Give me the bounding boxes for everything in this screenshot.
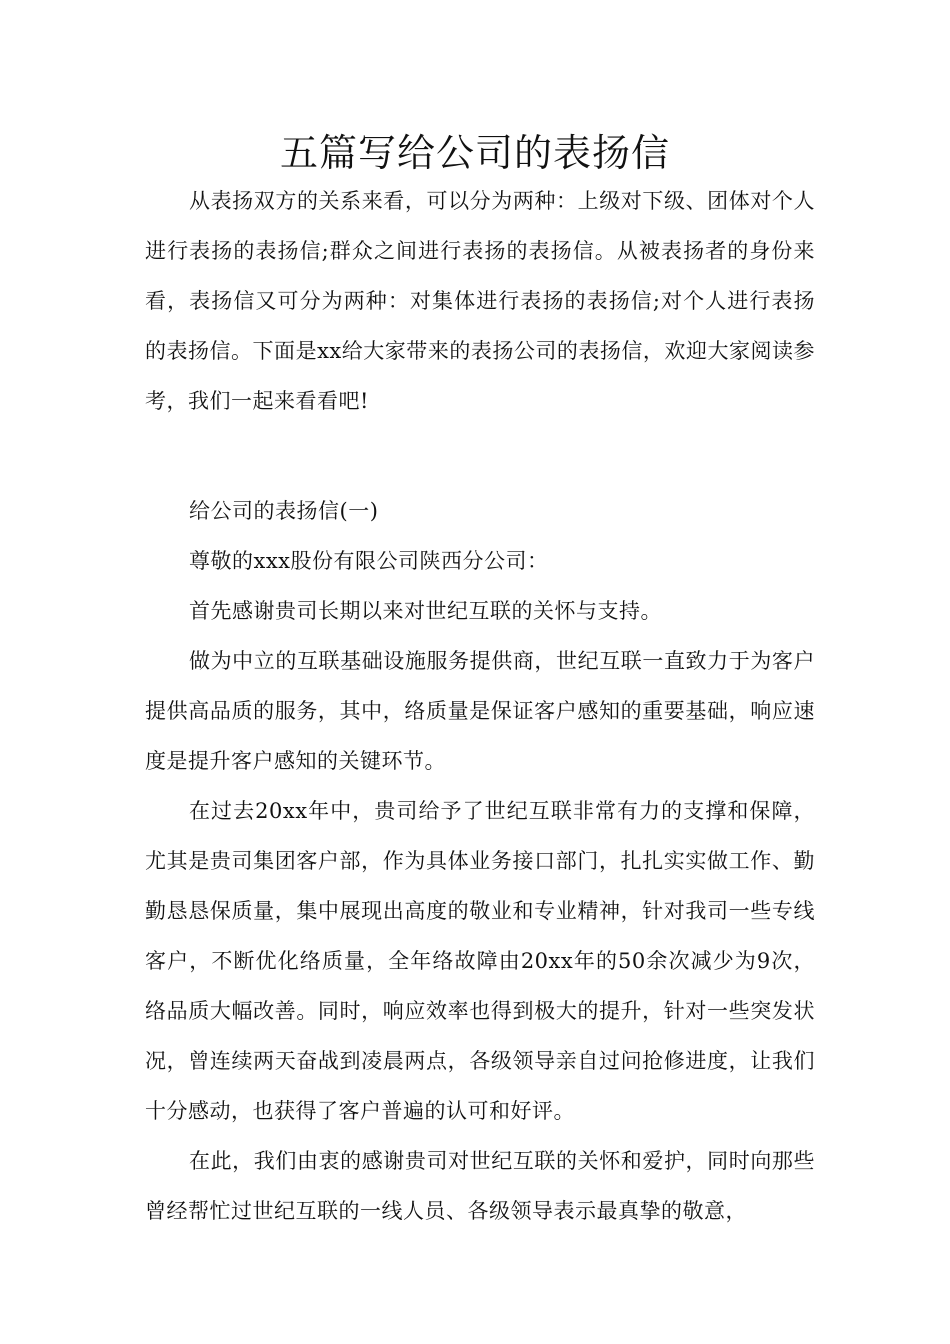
body-paragraph-3: 在过去20xx年中，贵司给予了世纪互联非常有力的支撑和保障，尤其是贵司集团客户部，作为具体业务接口部门，扎扎实实做工作、勤勤恳恳保质量，集中展现出高度的敬业和专业精神，针对我司一些专线客户，不断优化络质量，全年络故障由20xx年的50余次减少为9次，络品质大幅改善。同时，响应效率也得到极大的提升，针对一些突发状况，曾连续两天奋战到凌晨两点，各级领导亲自过问抢修进度，让我们十分感动，也获得了客户普遍的认可和好评。 (145, 799, 815, 1123)
body-paragraph-2: 做为中立的互联基础设施服务提供商，世纪互联一直致力于为客户提供高品质的服务，其中，络质量是保证客户感知的重要基础，响应速度是提升客户感知的关键环节。 (145, 649, 815, 773)
body-paragraph-1: 首先感谢贵司长期以来对世纪互联的关怀与支持。 (189, 599, 662, 623)
document-title: 五篇写给公司的表扬信 (279, 131, 670, 175)
intro-paragraph: 从表扬双方的关系来看，可以分为两种：上级对下级、团体对个人进行表扬的表扬信;群众之间进行表扬的表扬信。从被表扬者的身份来看，表扬信又可分为两种：对集体进行表扬的表扬信;对个人进行表扬的表扬信。下面是xx给大家带来的表扬公司的表扬信，欢迎大家阅读参考，我们一起来看看吧! (145, 189, 815, 413)
section-heading: 给公司的表扬信(一) (189, 499, 379, 523)
section-spacer (145, 426, 815, 486)
body-paragraph-4: 在此，我们由衷的感谢贵司对世纪互联的关怀和爱护，同时向那些曾经帮忙过世纪互联的一线人员、各级领导表示最真挚的敬意， (145, 1149, 815, 1223)
salutation: 尊敬的xxx股份有限公司陕西分公司： (189, 549, 549, 573)
document-body (145, 176, 815, 1236)
